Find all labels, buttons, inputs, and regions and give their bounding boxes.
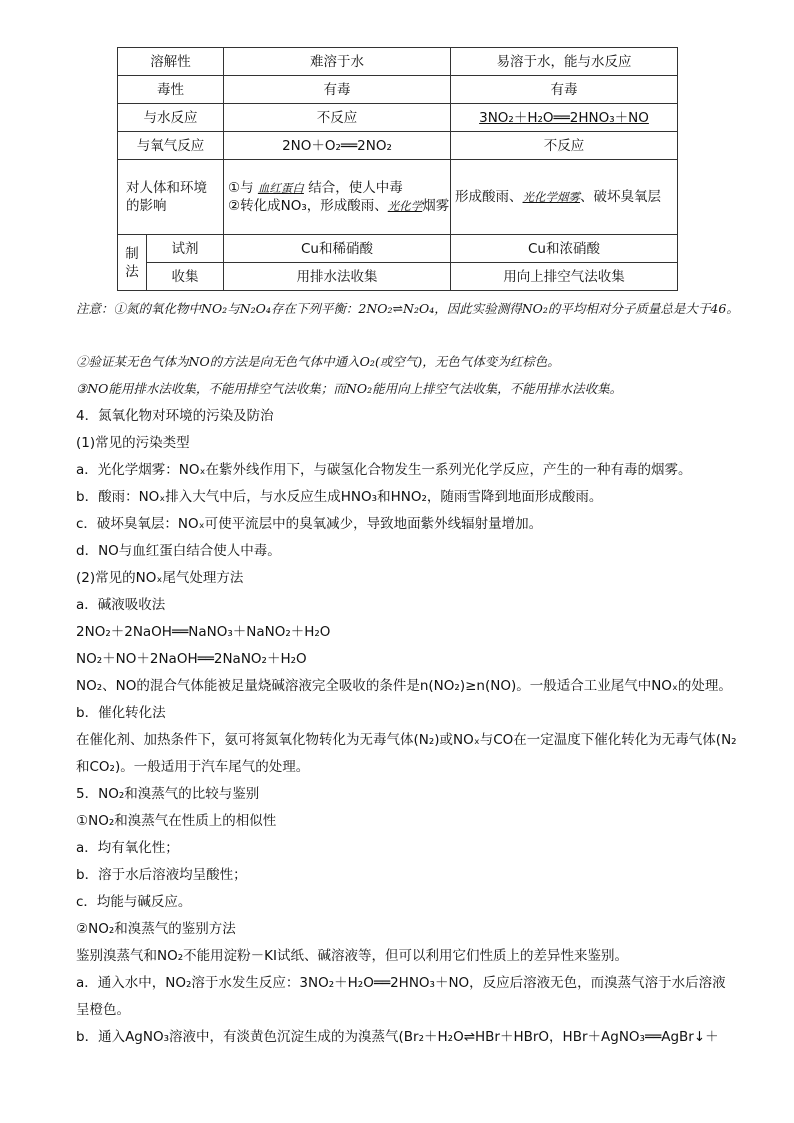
paragraph: 鉴别溴蒸气和NO₂不能用淀粉－KI试纸、碱溶液等，但可以利用它们性质上的差异性来鉴别。 (76, 948, 628, 964)
subheading: ②NO₂和溴蒸气的鉴别方法 (76, 921, 236, 937)
table-row (118, 76, 678, 104)
paragraph: 和CO₂)。一般适用于汽车尾气的处理。 (76, 759, 310, 775)
subheading: ①NO₂和溴蒸气在性质上的相似性 (76, 813, 277, 829)
paragraph: a．碱液吸收法 (76, 597, 166, 613)
collect-label: 收集 (147, 263, 224, 291)
no2-cell: 有毒 (451, 76, 678, 104)
no-cell: 有毒 (224, 76, 451, 104)
subheading: (1)常见的污染类型 (76, 435, 190, 451)
table-row (118, 263, 678, 291)
no2-cell: Cu和浓硝酸 (451, 235, 678, 263)
table-row (118, 132, 678, 160)
paragraph: b．催化转化法 (76, 705, 166, 721)
paragraph: d．NO与血红蛋白结合使人中毒。 (76, 543, 281, 559)
paragraph: c．破坏臭氧层：NOₓ可使平流层中的臭氧减少，导致地面紫外线辐射量增加。 (76, 516, 543, 532)
paragraph: NO₂、NO的混合气体能被足量烧碱溶液完全吸收的条件是n(NO₂)≥n(NO)。一般适合工业尾气中NOₓ的处理。 (76, 678, 732, 694)
no-cell: Cu和稀硝酸 (224, 235, 451, 263)
section-heading: 5．NO₂和溴蒸气的比较与鉴别 (76, 786, 260, 802)
no2-effect-cell: 形成酸雨、光化学烟雾、破坏臭氧层 (451, 160, 678, 235)
table-row (118, 235, 678, 263)
note-1: 注意：①氮的氧化物中NO₂与N₂O₄存在下列平衡：2NO₂⇌N₂O₄，因此实验测得NO₂的平均相对分子质量总是大于46。 (76, 301, 739, 316)
table-row (118, 48, 678, 76)
equation: NO₂＋NO＋2NaOH══2NaNO₂＋H₂O (76, 651, 307, 667)
table-row (118, 160, 678, 235)
paragraph: a．均有氧化性； (76, 840, 179, 856)
note-2: ②验证某无色气体为NO的方法是向无色气体中通入O₂(或空气)，无色气体变为红棕色。 (76, 354, 560, 369)
no2-cell: 用向上排空气法收集 (451, 263, 678, 291)
no2-cell: 易溶于水，能与水反应 (451, 48, 678, 76)
section-heading: 4．氮氧化物对环境的污染及防治 (76, 408, 274, 424)
fill-blank: 血红蛋白 (257, 181, 304, 195)
no-cell: 2NO＋O₂══2NO₂ (224, 132, 451, 160)
fill-blank: 光化学烟雾 (522, 190, 580, 204)
prep-label: 制 法 (118, 235, 147, 291)
equation: 2NO₂＋2NaOH══NaNO₃＋NaNO₂＋H₂O (76, 624, 331, 640)
no-cell: 难溶于水 (224, 48, 451, 76)
paragraph: a．通入水中，NO₂溶于水发生反应：3NO₂＋H₂O══2HNO₃＋NO，反应后溶液无色，而溴蒸气溶于水后溶液 (76, 975, 726, 991)
row-label: 毒性 (118, 76, 224, 104)
row-label: 与水反应 (118, 104, 224, 132)
subheading: (2)常见的NOₓ尾气处理方法 (76, 570, 244, 586)
no-cell: 用排水法收集 (224, 263, 451, 291)
row-label: 与氧气反应 (118, 132, 224, 160)
no-cell: 不反应 (224, 104, 451, 132)
paragraph: b．通入AgNO₃溶液中，有淡黄色沉淀生成的为溴蒸气(Br₂＋H₂O⇌HBr＋HBrO，HBr＋AgNO₃══AgBr↓＋ (76, 1029, 719, 1045)
paragraph: 在催化剂、加热条件下，氨可将氮氧化物转化为无毒气体(N₂)或NOₓ与CO在一定温度下催化转化为无毒气体(N₂ (76, 732, 737, 748)
paragraph: 呈橙色。 (76, 1002, 130, 1018)
note-3: ③NO能用排水法收集，不能用排空气法收集；而NO₂能用向上排空气法收集，不能用排水法收集。 (76, 381, 623, 396)
nitrogen-oxide-comparison-table (117, 47, 678, 291)
table-row (118, 104, 678, 132)
paragraph: b．溶于水后溶液均呈酸性； (76, 867, 247, 883)
paragraph: a．光化学烟雾：NOₓ在紫外线作用下，与碳氢化合物发生一系列光化学反应，产生的一种有毒的烟雾。 (76, 462, 692, 478)
row-label: 对人体和环境的影响 (118, 160, 224, 235)
no2-cell: 不反应 (451, 132, 678, 160)
no-effect-cell: ①与 血红蛋白 结合，使人中毒 ②转化成NO₃，形成酸雨、光化学烟雾 (224, 160, 451, 235)
paragraph: c．均能与碱反应。 (76, 894, 192, 910)
paragraph: b．酸雨：NOₓ排入大气中后，与水反应生成HNO₃和HNO₂，随雨雪降到地面形成酸雨。 (76, 489, 603, 505)
reagent-label: 试剂 (147, 235, 224, 263)
fill-blank: 光化学 (387, 199, 423, 213)
no2-cell: 3NO₂＋H₂O══2HNO₃＋NO (451, 104, 678, 132)
row-label: 溶解性 (118, 48, 224, 76)
